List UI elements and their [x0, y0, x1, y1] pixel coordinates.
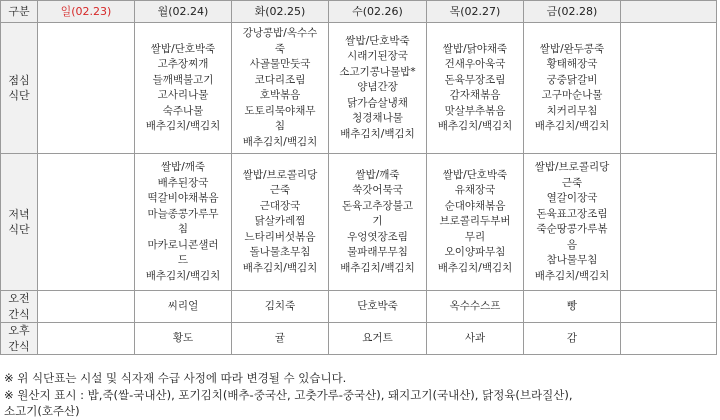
- note-origin-line1: ※ 원산지 표시 : 밥,죽(쌀-국내산), 포기김치(배추-중국산, 고춧가루-중국산), 돼지고기(국내산), 닭정육(브라질산),: [4, 387, 573, 402]
- menu-item: 쌀밥/단호박죽: [442, 168, 508, 181]
- dinner-cell-mon: [135, 154, 232, 291]
- dinner-cell-sun: [38, 154, 135, 291]
- menu-item: 돈육무장조림: [444, 73, 506, 86]
- am-snack-label: [1, 291, 38, 323]
- am-snack-label-line1: 오전: [8, 292, 30, 305]
- lunch-cell-sun: [38, 23, 135, 154]
- note-change-notice: ※ 위 식단표는 시설 및 식자재 수급 사정에 따라 변경될 수 있습니다.: [4, 371, 347, 385]
- menu-item: 돈육고추장불고: [341, 199, 413, 212]
- menu-item: 돌나물초무침: [249, 246, 311, 259]
- menu-item: 숙주나물: [162, 104, 204, 117]
- pm-snack-label-line2: 간식: [8, 339, 30, 353]
- pm-snack-mon: 황도: [135, 323, 232, 355]
- day-header-fri: 금(02.28): [524, 1, 621, 23]
- dinner-cell-wed: [329, 154, 427, 291]
- menu-item: 유채장국: [454, 184, 496, 197]
- menu-item: 배추김치/백김치: [437, 120, 513, 132]
- day-header-thu: 목(02.27): [427, 1, 524, 23]
- lunch-cell-fri: [524, 23, 621, 154]
- menu-item: 음: [566, 238, 578, 251]
- menu-item: 도토리묵야채무: [244, 104, 316, 117]
- menu-item: 호박볶음: [259, 89, 301, 101]
- menu-item: 양념간장: [357, 81, 398, 94]
- pm-snack-wed: 요거트: [329, 323, 427, 355]
- am-snack-fri: 빵: [524, 291, 621, 323]
- menu-item: 순대야채볶음: [444, 199, 506, 212]
- notes: [4, 370, 573, 420]
- menu-item: 기: [372, 215, 383, 228]
- menu-item: 침: [274, 120, 286, 132]
- lunch-cell-tue: [232, 23, 329, 154]
- menu-item: 쌀밥/깨죽: [355, 168, 400, 181]
- extra-column-header: [621, 1, 717, 23]
- menu-item: 건새우아욱국: [444, 58, 506, 70]
- menu-item: 배추된장국: [157, 176, 209, 189]
- pm-snack-label-line1: 오후: [8, 324, 30, 337]
- dinner-cell-fri: [524, 154, 621, 291]
- menu-item: 침: [177, 223, 189, 235]
- header-row: [1, 1, 717, 23]
- menu-item: 근죽: [561, 176, 583, 189]
- menu-item: 청경채나물: [352, 112, 403, 125]
- menu-item: 사골물만둣국: [249, 58, 311, 70]
- menu-item: 느타리버섯볶음: [244, 230, 316, 243]
- am-snack-mon: 씨리얼: [135, 291, 232, 323]
- menu-item: 배추김치/백김치: [437, 261, 513, 274]
- menu-item: 배추김치/백김치: [242, 135, 318, 148]
- pm-snack-sun: [38, 323, 135, 355]
- dinner-label: [1, 154, 38, 291]
- menu-item: 강낭콩밥/옥수수: [242, 27, 318, 39]
- pm-snack-thu: 사과: [427, 323, 524, 355]
- menu-item: 마카로니콘샐러: [147, 238, 219, 251]
- menu-item: 황태해장국: [546, 58, 598, 70]
- menu-item: 들깨백불고기: [152, 73, 214, 86]
- am-snack-extra: [621, 291, 717, 323]
- day-header-tue: 화(02.25): [232, 1, 329, 23]
- lunch-cell-extra: [621, 23, 717, 154]
- pm-snack-extra: [621, 323, 717, 355]
- corner-label: 구분: [1, 1, 38, 23]
- menu-item: 떡갈비야채볶음: [147, 192, 219, 204]
- menu-item: 근죽: [269, 184, 291, 197]
- pm-snack-fri: 감: [524, 323, 621, 355]
- menu-item: 소고기콩나물밥*: [339, 65, 416, 78]
- lunch-cell-thu: [427, 23, 524, 154]
- menu-item: 치커리무침: [546, 104, 598, 117]
- am-snack-tue: 김치죽: [232, 291, 329, 323]
- menu-item: 맛살부추볶음: [444, 104, 506, 117]
- menu-item: 배추김치/백김치: [145, 269, 221, 282]
- menu-item: 우엉엿장조림: [347, 230, 408, 243]
- am-snack-label-line2: 간식: [8, 307, 30, 321]
- am-snack-wed: 단호박죽: [329, 291, 427, 323]
- dinner-cell-extra: [621, 154, 717, 291]
- lunch-row: [1, 23, 717, 154]
- menu-item: 돈육표고장조림: [536, 207, 608, 220]
- menu-item: 배추김치/백김치: [242, 261, 318, 274]
- lunch-label-line2: 식단: [8, 89, 30, 102]
- menu-item: 물파래무무침: [347, 246, 408, 259]
- dinner-cell-tue: [232, 154, 329, 291]
- menu-item: 쑥갓어묵국: [352, 184, 403, 197]
- menu-item: 죽순땅콩가루볶: [536, 223, 608, 235]
- note-origin-line2: 소고기(호주산): [4, 404, 80, 418]
- pm-snack-row: [1, 323, 717, 355]
- menu-item: 궁중닭갈비: [546, 73, 598, 86]
- menu-item: 고구마순나물: [541, 89, 603, 101]
- menu-item: 고추장찌개: [157, 58, 209, 70]
- menu-item: 쌀밥/완두콩죽: [539, 42, 605, 55]
- dinner-label-line1: 저녁: [8, 207, 30, 221]
- day-header-sun: 일(02.23): [38, 1, 135, 23]
- menu-item: 배추김치/백김치: [340, 261, 415, 274]
- menu-item: 코다리조림: [254, 73, 306, 86]
- dinner-label-line2: 식단: [8, 223, 30, 236]
- menu-item: 쌀밥/깨죽: [160, 161, 206, 173]
- menu-item: 오이양파무침: [444, 246, 506, 259]
- pm-snack-tue: 귤: [232, 323, 329, 355]
- lunch-label-line1: 점심: [8, 73, 30, 87]
- menu-item: 감자채볶음: [449, 89, 501, 101]
- menu-item: 닭살카레찜: [254, 215, 306, 228]
- menu-item: 드: [177, 254, 189, 266]
- am-snack-row: [1, 291, 717, 323]
- lunch-cell-wed: [329, 23, 427, 154]
- am-snack-sun: [38, 291, 135, 323]
- menu-item: 무리: [464, 230, 486, 243]
- menu-item: 쌀밥/브로콜리당: [534, 161, 610, 173]
- menu-item: 쌀밥/닭야채죽: [442, 42, 508, 55]
- lunch-cell-mon: [135, 23, 232, 154]
- menu-item: 배추김치/백김치: [145, 120, 221, 132]
- menu-item: 열갈이장국: [546, 192, 598, 204]
- menu-item: 브로콜리두부버: [439, 215, 511, 228]
- menu-item: 마늘종콩가루무: [147, 207, 219, 220]
- menu-item: 쌀밥/단호박죽: [150, 42, 216, 55]
- menu-item: 배추김치/백김치: [340, 127, 415, 140]
- am-snack-thu: 옥수수스프: [427, 291, 524, 323]
- menu-item: 죽: [274, 42, 286, 55]
- lunch-label: [1, 23, 38, 154]
- menu-item: 고사리나물: [157, 89, 209, 101]
- dinner-cell-thu: [427, 154, 524, 291]
- menu-item: 배추김치/백김치: [534, 269, 610, 282]
- menu-item: 쌀밥/브로콜리당: [242, 168, 318, 181]
- menu-item: 시래기된장국: [347, 50, 408, 63]
- dinner-row: [1, 154, 717, 291]
- day-header-wed: 수(02.26): [329, 1, 427, 23]
- menu-item: 근대장국: [259, 199, 301, 212]
- menu-item: 닭가슴살냉채: [347, 96, 408, 109]
- menu-item: 참나물무침: [546, 254, 598, 266]
- menu-item: 쌀밥/단호박죽: [345, 34, 410, 47]
- pm-snack-label: [1, 323, 38, 355]
- day-header-mon: 월(02.24): [135, 1, 232, 23]
- menu-item: 배추김치/백김치: [534, 120, 610, 132]
